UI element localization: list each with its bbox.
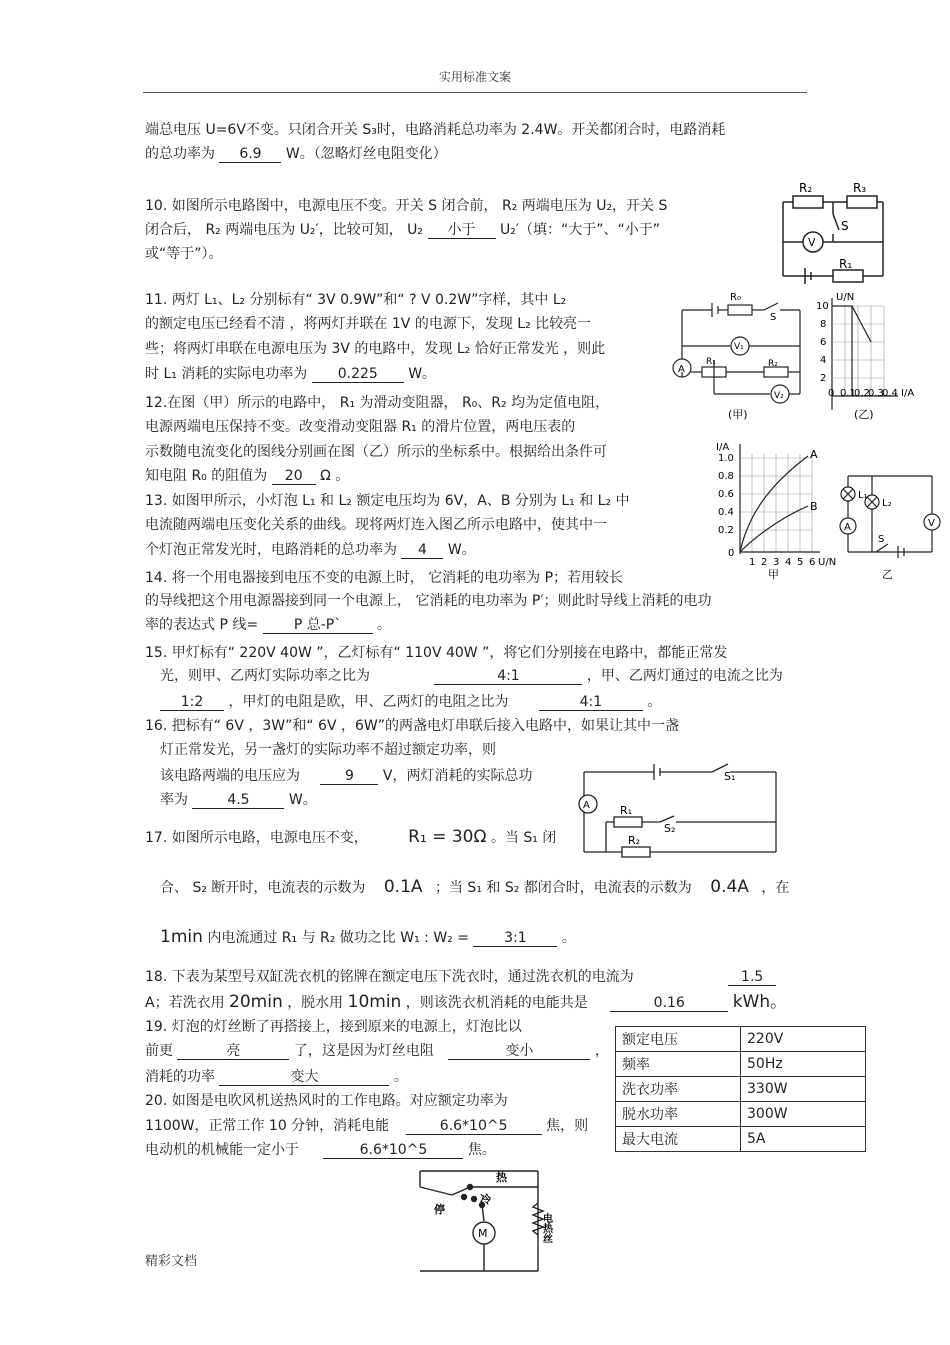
q16-s1-label: S₁ [724,770,736,783]
q12-ytick-2: 2 [820,373,827,384]
q13-voltmeter-label: V [928,518,935,529]
spec-value: 220V [741,1027,866,1052]
q13-xtick-4: 4 [785,557,792,568]
spec-key: 洗衣功率 [616,1077,741,1102]
q15-line3 [160,693,661,711]
q9-line1: 端总电压 U=6V不变。只闭合开关 S₃时，电路消耗总功率为 2.4W。开关都闭合时，电路消耗 [145,122,726,138]
q20-text-c: 电动机的机械能一定小于 [145,1142,299,1158]
q12-xtick-0.3: 0.3 [868,388,884,399]
q16-line2: 灯正常发光，另一盏灯的实际功率不超过额定功率，则 [160,742,496,758]
q15-text-b: ，甲、乙两灯通过的电流之比为 [586,668,783,684]
q18-text-c: ，脱水用 [287,995,344,1011]
q19-line2 [145,1042,609,1060]
q20-line2 [145,1117,588,1135]
spec-value: 300W [741,1102,866,1127]
q13-line1: 13. 如图甲所示，小灯泡 L₁ 和 L₂ 额定电压均为 6V，A、B 分别为 L₁ 和 L₂ 中 [145,493,630,509]
q12-xtick-0.4: 0.4 [882,388,898,399]
table-row [616,1027,866,1052]
q16-line3 [160,767,532,785]
q19-text-a: 前更 [145,1043,173,1059]
q10-line2 [145,221,660,239]
q16-text-a: 该电路两端的电压应为 [160,768,300,784]
q12-line1: 12.在图（甲）所示的电路中， R₁ 为滑动变阻器， R₀、R₂ 均为定值电阻， [145,395,610,411]
q12-graph-xlabel: I/A [901,388,915,399]
q13-ytick-1.0: 1.0 [718,453,734,464]
q15-answer-3: 4:1 [539,694,643,711]
q19-answer-2: 变小 [448,1043,590,1060]
q12-text-a: 知电阻 R₀ 的阻值为 [145,468,268,484]
q20-line3 [145,1141,496,1159]
spec-key: 最大电流 [616,1127,741,1152]
q13-xtick-6: 6 [809,557,816,568]
q17-line2 [160,878,789,897]
spec-value: 5A [741,1127,866,1152]
q12-a-label: A [678,364,685,375]
q10-line1: 10. 如图所示电路图中，电源电压不变。开关 S 闭合前， R₂ 两端电压为 U₂，开关 S [145,198,668,214]
q13-curve-b-label: B [810,500,818,513]
q19-answer-3: 变大 [219,1069,389,1086]
spec-value: 50Hz [741,1052,866,1077]
q14-answer: P 总-P` [263,617,373,634]
q12-v2-label: V₂ [774,391,784,401]
q12-figures [668,290,940,425]
q20-answer-2: 6.6*10^5 [323,1142,463,1159]
q15-line1: 15. 甲灯标有“ 220V 40W ”，乙灯标有“ 110V 40W ”，将它们分别接在电路中，都能正常发 [145,645,728,661]
q17-text-g: 。 [561,930,576,946]
q10-s-label: S [841,219,849,233]
q16-s2-label: S₂ [664,822,676,835]
q16-text-c: 率为 [160,792,188,808]
q10-voltmeter-label: V [808,236,816,249]
q12-xtick-0.1: 0.1 [840,388,856,399]
q11-text-a: 时 L₁ 消耗的实际电功率为 [145,366,308,382]
q20-hot-label: 热 [496,1171,507,1184]
q13-ytick-0.6: 0.6 [718,489,734,500]
q10-r2-label: R₂ [799,181,813,195]
q12-caption-yi: (乙) [854,408,874,421]
q20-hairdryer-circuit [412,1163,562,1275]
q18-text-b: A；若洗衣用 [145,995,225,1011]
q16-answer-1: 9 [320,768,378,785]
q12-r2-label: R₂ [768,359,778,369]
table-row [616,1127,866,1152]
q16-text-b: V，两灯消耗的实际总功 [382,768,533,784]
q10-line3: 或“等于”）。 [145,246,223,262]
q17-text-d: ；当 S₁ 和 S₂ 都闭合时，电流表的示数为 [434,880,692,896]
q20-text-d: 焦。 [467,1142,496,1158]
q15-answer-1: 4:1 [434,668,582,685]
q10-r3-label: R₃ [853,181,867,195]
q17-text-c: 合、 S₂ 断开时，电流表的示数为 [160,880,366,896]
q18-text-e: kWh。 [732,992,788,1012]
q13-xtick-1: 1 [749,557,756,568]
q12-text-b: Ω 。 [320,468,350,484]
q13-text-a: 个灯泡正常发光时，电路消耗的总功率为 [145,542,397,558]
q17-current-1: 0.1A [383,877,423,897]
q13-l2-label: L₂ [882,498,892,509]
q18-line2 [145,993,787,1012]
q19-text-e: 。 [393,1069,408,1085]
q16-text-d: W。 [288,792,317,808]
q12-ytick-4: 4 [820,355,827,366]
q9-line2 [145,145,447,163]
q18-spin-time: 10min [347,992,402,1012]
page-footer: 精彩文档 [145,1254,198,1269]
q10-text-b: U₂′（填：“大于”、“小于” [499,222,661,238]
spec-key: 脱水功率 [616,1102,741,1127]
q13-caption-jia: 甲 [768,568,779,581]
q13-graph-xlabel: U/N [818,557,837,568]
q11-line1: 11. 两灯 L₁、L₂ 分别标有“ 3V 0.9W”和“ ? V 0.2W”字样，其中 L₂ [145,292,567,308]
q13-ytick-0: 0 [728,548,735,559]
table-row [616,1102,866,1127]
q14-line2: 的导线把这个用电源器接到同一个电源上， 它消耗的电功率为 P′；则此时导线上消耗的电功 [145,593,712,609]
q11-line3: 些；将两灯串联在电源电压为 3V 的电路中，发现 L₂ 恰好正常发光 ，则此 [145,341,606,357]
q20-answer-1: 6.6*10^5 [406,1118,542,1135]
q12-line4 [145,467,349,485]
q16-r1-label: R₁ [620,804,633,817]
q16-answer-2: 4.5 [192,792,284,809]
q12-xtick-0: 0 [828,388,835,399]
q16-line1: 16. 把标有“ 6V ，3W”和“ 6V ，6W”的两盏电灯串联后接入电路中，如果让其中一盏 [145,718,679,734]
q17-line3 [160,928,576,947]
q18-answer-2: 0.16 [610,995,728,1012]
q20-text-a: 1100W，正常工作 10 分钟，消耗电能 [145,1118,390,1134]
q9-text-a: 的总功率为 [145,146,215,162]
q20-cold-label: 冷 [480,1193,491,1206]
q15-text-c: ，甲灯的电阻是欧，甲、乙两灯的电阻之比为 [228,694,509,710]
q14-text-a: 率的表达式 P 线= [145,617,259,633]
q19-line1: 19. 灯泡的灯丝断了再搭接上，接到原来的电源上，灯泡比以 [145,1019,522,1035]
q12-r1-label: R₁ [706,357,716,367]
q13-graph-ylabel: I/A [716,442,730,453]
q16-circuit-diagram [572,760,787,865]
q13-xtick-2: 2 [761,557,768,568]
q17-answer: 3:1 [473,930,557,947]
q15-text-a: 光，则甲、乙两灯实际功率之比为 [160,668,370,684]
q9-answer: 6.9 [219,146,281,163]
q20-line1: 20. 如图是电吹风机送热风时的工作电路。对应额定功率为 [145,1093,508,1109]
q13-line2: 电流随两端电压变化关系的曲线。现将两灯连入图乙所示电路中，使其中一 [145,517,607,533]
q13-ytick-0.8: 0.8 [718,471,734,482]
q10-r1-label: R₁ [839,257,853,271]
q17-text-f: 内电流通过 R₁ 与 R₂ 做功之比 W₁ : W₂ = [207,930,469,946]
q13-ammeter-label: A [844,522,851,533]
spec-key: 频率 [616,1052,741,1077]
q15-line2 [160,667,783,685]
q13-ytick-0.2: 0.2 [718,525,734,536]
q12-s-label: S [770,312,777,323]
q12-r0-label: R₀ [730,292,741,303]
table-row [616,1052,866,1077]
q12-ytick-8: 8 [820,319,827,330]
q17-text-b: 。当 S₁ 闭 [490,830,557,846]
table-row [616,1077,866,1102]
q13-line3 [145,541,476,559]
q17-text-a: 17. 如图所示电路，电源电压不变， [145,830,368,846]
q19-answer-1: 亮 [177,1043,289,1060]
q11-line4 [145,365,436,383]
q12-line2: 电源两端电压保持不变。改变滑动变阻器 R₁ 的滑片位置，两电压表的 [145,419,576,435]
q18-text-a: 18. 下表为某型号双缸洗衣机的铭牌在额定电压下洗衣时，通过洗衣机的电流为 [145,969,634,985]
q14-text-b: 。 [376,617,391,633]
q17-line1 [145,828,556,847]
q13-answer: 4 [401,542,443,559]
q18-answer-1: 1.5 [728,969,776,986]
q10-answer: 小于 [428,222,496,239]
q12-caption-jia: (甲) [728,408,748,421]
q12-ytick-10: 10 [816,301,829,312]
q16-r2-label: R₂ [628,834,641,847]
q14-line1: 14. 将一个用电器接到电压不变的电源上时， 它消耗的电功率为 P；若用较长 [145,570,624,586]
q12-graph-ylabel: U/N [836,292,855,303]
q15-text-d: 。 [647,694,662,710]
q9-text-b: W。（忽略灯丝电阻变化） [285,146,447,162]
q13-curve-a-label: A [810,448,818,461]
header-rule [143,92,807,93]
q20-text-b: 焦，则 [546,1118,589,1134]
q17-r1-formula: R₁ = 30Ω [408,827,487,847]
q13-text-b: W。 [447,542,476,558]
page-header: 实用标准文案 [438,70,511,84]
q17-text-e: ，在 [761,880,790,896]
q15-answer-2: 1:2 [160,694,224,711]
q12-line3: 示数随电流变化的图线分别画在图（乙）所示的坐标系中。根据给出条件可 [145,444,607,460]
q11-answer: 0.225 [312,366,404,383]
spec-key: 额定电压 [616,1027,741,1052]
washing-machine-spec-table [615,1026,866,1152]
q13-figures [712,436,942,581]
q12-xtick-0.2: 0.2 [854,388,870,399]
q13-xtick-3: 3 [773,557,780,568]
q16-line4 [160,791,317,809]
q13-xtick-5: 5 [797,557,804,568]
q19-text-d: 消耗的功率 [145,1069,215,1085]
q20-motor-label: M [478,1227,488,1240]
q18-text-d: ，则该洗衣机消耗的电能共是 [405,995,588,1011]
q13-l1-label: L₁ [858,490,868,501]
q12-answer: 20 [272,468,316,485]
q20-stop-label: 停 [434,1203,445,1216]
q10-text-a: 闭合后， R₂ 两端电压为 U₂′，比较可知， U₂ [145,222,424,238]
q13-ytick-0.4: 0.4 [718,507,734,518]
q19-line3 [145,1068,408,1086]
q11-line2: 的额定电压已经看不清 ，将两灯并联在 1V 的电源下，发现 L₂ 比较亮一 [145,316,592,332]
q10-circuit-diagram [775,180,890,285]
q17-current-2: 0.4A [710,877,749,897]
spec-value: 330W [741,1077,866,1102]
q20-heating-wire-label: 电热丝 [540,1213,552,1243]
q16-ammeter-label: A [583,800,590,811]
q19-text-b: 了，这是因为灯丝电阻 [293,1043,434,1059]
q18-wash-time: 20min [229,992,283,1012]
q19-text-c: ， [594,1043,609,1059]
q18-line1 [145,968,776,986]
q12-v1-label: V₁ [734,342,744,352]
q17-time: 1min [160,927,203,947]
q13-caption-yi: 乙 [882,568,893,581]
q13-s-label: S [878,534,885,545]
q12-ytick-6: 6 [820,337,827,348]
q11-text-b: W。 [408,366,437,382]
q14-line3 [145,616,391,634]
